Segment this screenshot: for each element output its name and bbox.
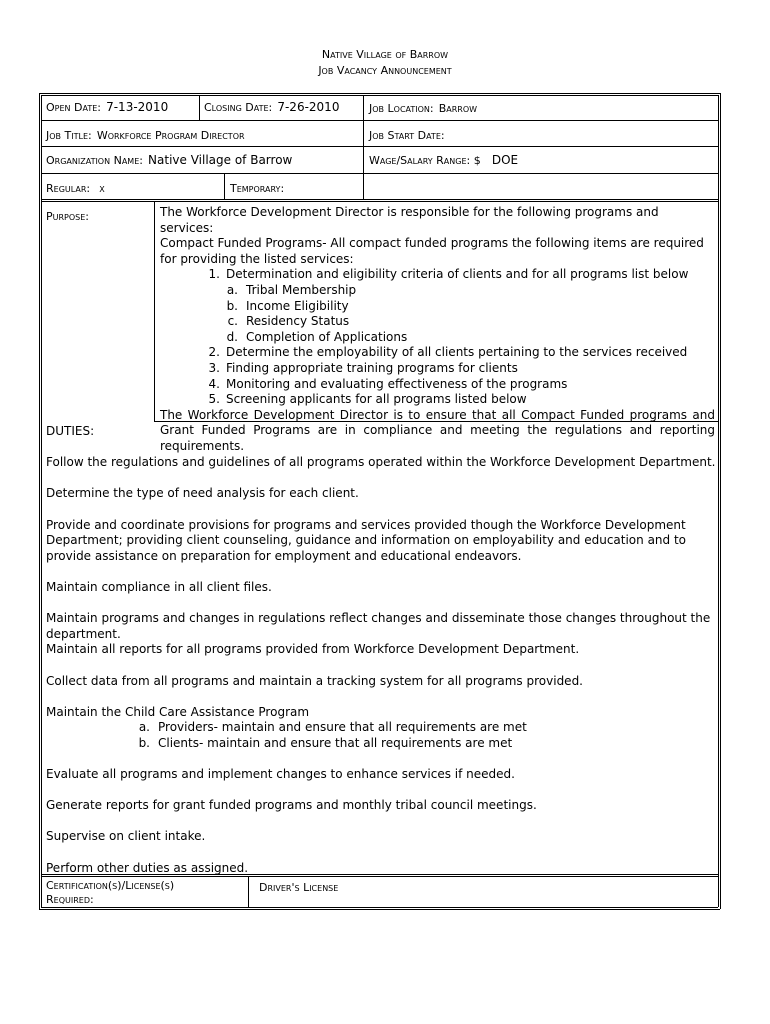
list-item: 5. Screening applicants for all programs listed below <box>208 392 527 407</box>
organization-name-value: Native Village of Barrow <box>148 153 293 167</box>
open-date-label: Open Date: <box>46 101 101 114</box>
open-date <box>46 96 168 115</box>
job-location <box>369 97 477 116</box>
job-location-label: Job Location: <box>369 102 434 115</box>
purpose-sublist <box>160 283 715 345</box>
list-item: 3. Finding appropriate training programs for clients <box>208 360 518 375</box>
duty-item: Generate reports for grant funded programs and monthly tribal council meetings. <box>46 798 537 813</box>
purpose-label: Purpose: <box>46 210 90 223</box>
duty-item: Perform other duties as assigned. <box>46 860 249 875</box>
closing-date-label: Closing Date: <box>204 101 273 114</box>
open-date-value: 7-13-2010 <box>106 100 169 114</box>
duty-item: Follow the regulations and guidelines of all programs operated within the Workforce Development Department. <box>46 455 716 470</box>
regular-value: x <box>99 182 105 195</box>
list-item: d. Completion of Applications <box>226 329 408 344</box>
list-item: a. Providers- maintain and ensure that all requirements are met <box>138 720 527 735</box>
duty-item: Maintain compliance in all client files. <box>46 579 272 594</box>
certification-label: Certification(s)/License(s) Required: <box>46 879 175 906</box>
purpose-intro: The Workforce Development Director is responsible for the following programs and services: <box>160 205 659 235</box>
duties-section <box>46 424 718 876</box>
job-title <box>46 124 245 143</box>
list-item: 2. Determine the employability of all clients pertaining to the services received <box>208 345 688 360</box>
list-item: 1. Determination and eligibility criteria of clients and for all programs list below <box>208 267 689 282</box>
certification-value: Driver's License <box>259 881 339 894</box>
duty-item: Maintain programs and changes in regulations reflect changes and disseminate those changes throughout the department. <box>46 611 711 641</box>
wage-salary-label: Wage/Salary Range: $ <box>369 154 481 167</box>
regular <box>46 177 105 196</box>
list-item: 4. Monitoring and evaluating effectiveness of the programs <box>208 376 568 391</box>
duty-item: Determine the type of need analysis for each client. <box>46 486 359 501</box>
organization-name-label: Organization Name: <box>46 154 143 167</box>
purpose-compact: Compact Funded Programs- All compact funded programs the following items are required for providing the listed services: <box>160 236 704 266</box>
duty-item: Maintain all reports for all programs provided from Workforce Development Department. <box>46 642 580 657</box>
duties-heading: DUTIES: <box>46 424 95 438</box>
list-item: a. Tribal Membership <box>226 282 357 297</box>
purpose-list <box>160 267 715 283</box>
purpose-closing: The Workforce Development Director is to ensure that all Compact Funded programs and Grant Funded Programs are in compliance and meeting the regulations and reporting requirements. <box>160 407 715 453</box>
duty-item: Evaluate all programs and implement changes to enhance services if needed. <box>46 767 515 782</box>
document-subtitle: Job Vacancy Announcement <box>318 64 452 77</box>
duty-item: Maintain the Child Care Assistance Program <box>46 704 310 719</box>
job-start-date <box>369 124 445 143</box>
wage-salary-range <box>369 149 518 168</box>
purpose-section <box>160 205 715 455</box>
list-item: b. Income Eligibility <box>226 298 349 313</box>
document-title: Native Village of Barrow <box>321 48 449 61</box>
regular-label: Regular: <box>46 182 91 195</box>
job-title-value: Workforce Program Director <box>96 129 245 142</box>
child-care-sublist <box>46 720 718 751</box>
closing-date <box>204 96 339 115</box>
duty-item: Provide and coordinate provisions for programs and services provided though the Workforce Development Department; providing client counseling, guidance and information on employability and education and to provide assistance on preparation for employment and educational endeavors. <box>46 517 687 563</box>
wage-salary-value: DOE <box>491 153 519 167</box>
duty-item: Supervise on client intake. <box>46 829 206 844</box>
organization-name <box>46 149 292 168</box>
closing-date-value: 7-26-2010 <box>277 100 340 114</box>
list-item: c. Residency Status <box>227 314 350 329</box>
duty-item: Collect data from all programs and maintain a tracking system for all programs provided. <box>46 673 583 688</box>
job-start-date-label: Job Start Date: <box>369 129 445 142</box>
list-item: b. Clients- maintain and ensure that all requirements are met <box>138 735 513 750</box>
job-location-value: Barrow <box>438 102 478 115</box>
temporary <box>230 177 284 196</box>
temporary-label: Temporary: <box>230 182 285 195</box>
purpose-list-continued <box>160 345 715 407</box>
job-title-label: Job Title: <box>46 129 92 142</box>
